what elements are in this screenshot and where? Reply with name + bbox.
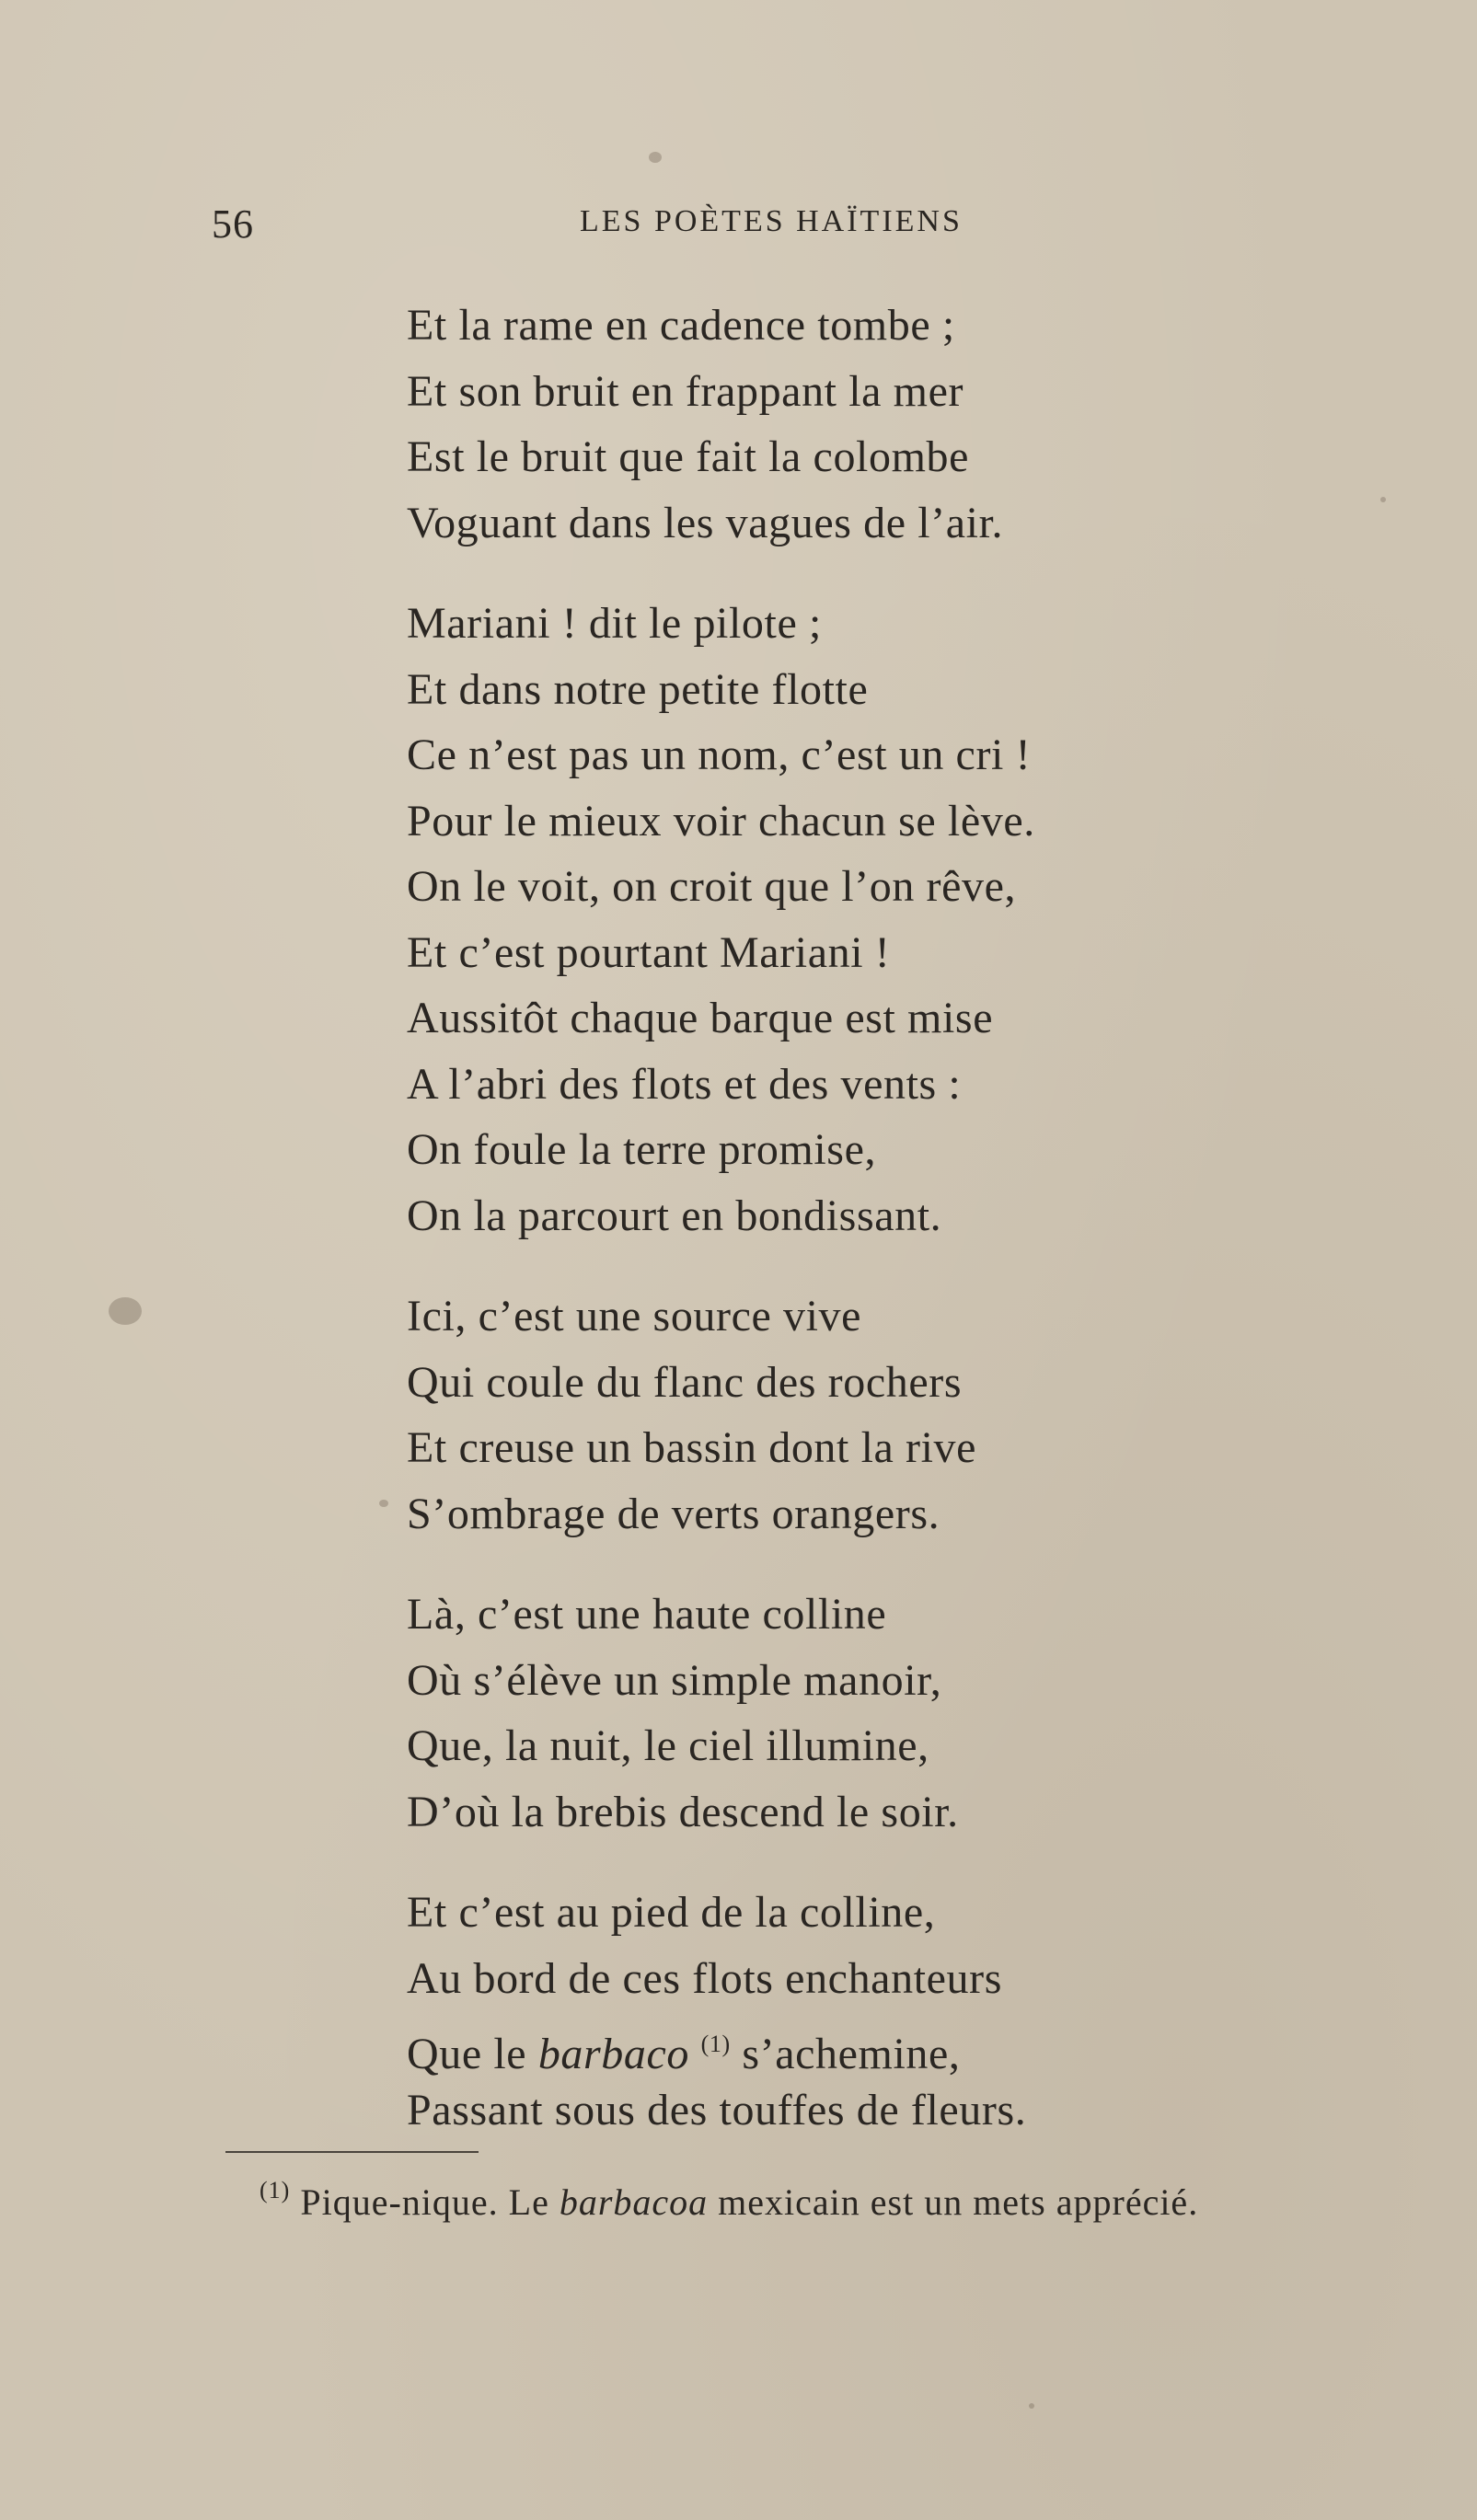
verse-line: Et son bruit en frappant la mer xyxy=(407,366,964,416)
footnote-marker: (1) xyxy=(700,2031,731,2057)
verse-line: Passant sous des touffes de fleurs. xyxy=(407,2085,1027,2135)
verse-text: s’achemine, xyxy=(730,2030,961,2078)
verse-line: Et c’est au pied de la colline, xyxy=(407,1888,936,1937)
footnote-rule xyxy=(225,2151,479,2153)
stanza-3 xyxy=(407,1283,1419,1547)
verse-line: Ici, c’est une source vive xyxy=(407,1292,862,1341)
footnote-marker: (1) xyxy=(260,2177,291,2204)
verse-line: A l’abri des flots et des vents : xyxy=(407,1059,962,1109)
verse-line: Et c’est pourtant Mariani ! xyxy=(407,927,891,977)
verse-line: S’ombrage de verts orangers. xyxy=(407,1489,940,1538)
verse-line-with-footnote xyxy=(407,2011,1419,2077)
verse-line: Et dans notre petite flotte xyxy=(407,664,869,714)
stanza-5 xyxy=(407,1880,1419,2143)
page-number: 56 xyxy=(212,201,254,247)
stanza-4 xyxy=(407,1582,1419,1845)
verse-line: Là, c’est une haute colline xyxy=(407,1590,887,1639)
footnote-text: Pique-nique. Le xyxy=(290,2181,560,2223)
stanza-2 xyxy=(407,591,1419,1248)
footnote-italic-word: barbacoa xyxy=(559,2181,709,2223)
verse-line: On la parcourt en bondissant. xyxy=(407,1191,942,1240)
verse-line: Que, la nuit, le ciel illumine, xyxy=(407,1721,929,1770)
verse-line: Mariani ! dit le pilote ; xyxy=(407,599,822,648)
verse-line: Et la rame en cadence tombe ; xyxy=(407,301,955,350)
poem xyxy=(407,293,1419,2178)
verse-line: D’où la brebis descend le soir. xyxy=(407,1787,959,1836)
verse-line: On foule la terre promise, xyxy=(407,1125,877,1174)
verse-line: Pour le mieux voir chacun se lève. xyxy=(407,796,1035,846)
verse-line: Et creuse un bassin dont la rive xyxy=(407,1423,977,1472)
verse-line: Aussitôt chaque barque est mise xyxy=(407,994,994,1042)
italic-word: barbaco xyxy=(537,2030,689,2078)
verse-text: Que le xyxy=(407,2030,538,2078)
paper-speck xyxy=(1029,2403,1034,2409)
footnote xyxy=(260,2177,1198,2224)
paper-speck xyxy=(109,1297,142,1325)
stanza-1 xyxy=(407,293,1419,556)
verse-line: Où s’élève un simple manoir, xyxy=(407,1655,942,1705)
verse-line: Est le bruit que fait la colombe xyxy=(407,432,970,481)
verse-line: On le voit, on croit que l’on rêve, xyxy=(407,862,1017,911)
running-head: LES POÈTES HAÏTIENS xyxy=(580,204,963,238)
verse-line: Au bord de ces flots enchanteurs xyxy=(407,1953,1002,2003)
paper-speck xyxy=(379,1500,388,1507)
footnote-text: mexicain est un mets apprécié. xyxy=(708,2181,1199,2223)
verse-line: Voguant dans les vagues de l’air. xyxy=(407,498,1004,547)
verse-line: Ce n’est pas un nom, c’est un cri ! xyxy=(407,731,1032,779)
paper-speck xyxy=(1380,497,1386,502)
paper-speck xyxy=(649,152,662,163)
verse-line: Qui coule du flanc des rochers xyxy=(407,1357,963,1407)
